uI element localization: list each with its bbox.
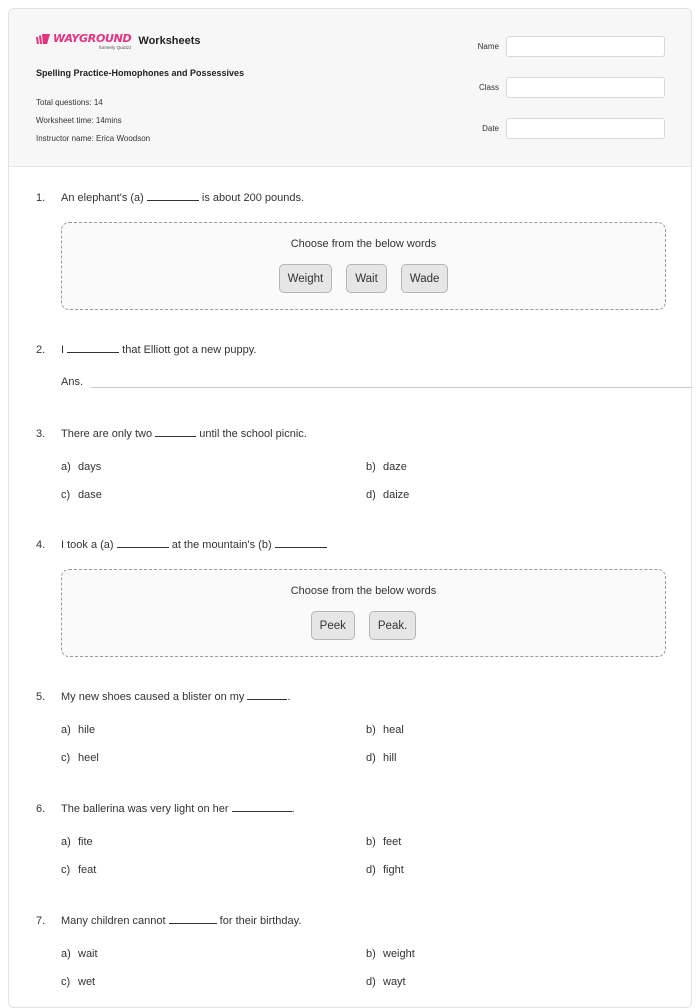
name-label: Name bbox=[477, 41, 499, 51]
option-b[interactable]: b) heal bbox=[366, 724, 404, 736]
answer-line[interactable] bbox=[91, 377, 691, 388]
question-text-pre: An elephant's (a) bbox=[61, 192, 147, 204]
word-bank-4 bbox=[61, 569, 666, 657]
class-field-row bbox=[473, 76, 665, 98]
option-a[interactable]: a) wait bbox=[61, 948, 98, 960]
blank bbox=[155, 427, 196, 437]
name-input[interactable] bbox=[506, 36, 665, 57]
blank bbox=[232, 802, 292, 812]
question-number: 1. bbox=[36, 192, 46, 204]
question-6 bbox=[36, 802, 295, 815]
question-text-pre: Many children cannot bbox=[61, 915, 169, 927]
word-chip-weight[interactable]: Weight bbox=[279, 264, 333, 293]
option-a[interactable]: a) hile bbox=[61, 724, 96, 736]
question-text-mid: at the mountain's (b) bbox=[168, 539, 275, 551]
worksheet-time: Worksheet time: 14mins bbox=[36, 116, 122, 125]
question-number: 6. bbox=[36, 803, 46, 815]
wayground-logo bbox=[36, 33, 131, 51]
question-text-pre: There are only two bbox=[61, 428, 156, 440]
option-a[interactable]: a) fite bbox=[61, 836, 93, 848]
brand-title: Worksheets bbox=[138, 35, 201, 47]
question-text-post: is about 200 pounds. bbox=[198, 192, 305, 204]
date-field-row bbox=[473, 117, 665, 139]
word-bank-label: Choose from the below words bbox=[290, 585, 437, 597]
question-text-post: until the school picnic. bbox=[196, 428, 307, 440]
blank bbox=[147, 191, 199, 201]
question-7 bbox=[36, 914, 301, 927]
question-text-post: that Elliott got a new puppy. bbox=[119, 344, 257, 356]
question-text-pre: I bbox=[61, 344, 68, 356]
question-3 bbox=[36, 427, 307, 440]
worksheet-header bbox=[9, 9, 691, 167]
option-b[interactable]: b) daze bbox=[366, 461, 407, 473]
option-c[interactable]: c) heel bbox=[61, 752, 99, 764]
word-chip-wade[interactable]: Wade bbox=[401, 264, 449, 293]
question-number: 4. bbox=[36, 539, 46, 551]
question-text-post: for their birthday. bbox=[216, 915, 302, 927]
option-c[interactable]: c) feat bbox=[61, 864, 97, 876]
word-chip-peek[interactable]: Peek bbox=[311, 611, 355, 640]
word-chip-peak[interactable]: Peak. bbox=[369, 611, 416, 640]
total-questions: Total questions: 14 bbox=[36, 98, 103, 107]
option-d[interactable]: d) fight bbox=[366, 864, 404, 876]
option-d[interactable]: d) hill bbox=[366, 752, 397, 764]
blank bbox=[67, 343, 119, 353]
date-label: Date bbox=[482, 123, 499, 133]
class-input[interactable] bbox=[506, 77, 665, 98]
option-b[interactable]: b) feet bbox=[366, 836, 402, 848]
blank bbox=[169, 914, 217, 924]
option-c[interactable]: c) wet bbox=[61, 976, 96, 988]
question-text-post: . bbox=[287, 691, 291, 703]
blank-b bbox=[275, 538, 327, 548]
student-fields bbox=[473, 35, 665, 158]
worksheet-page bbox=[8, 8, 692, 1008]
question-number: 5. bbox=[36, 691, 46, 703]
option-d[interactable]: d) daize bbox=[366, 489, 410, 501]
question-number: 2. bbox=[36, 344, 46, 356]
option-a[interactable]: a) days bbox=[61, 461, 102, 473]
brand bbox=[36, 33, 201, 51]
word-bank-1 bbox=[61, 222, 666, 310]
option-d[interactable]: d) wayt bbox=[366, 976, 406, 988]
word-chip-wait[interactable]: Wait bbox=[346, 264, 387, 293]
word-bank-label: Choose from the below words bbox=[290, 238, 437, 250]
worksheet-title: Spelling Practice-Homophones and Possessives bbox=[36, 68, 245, 78]
question-number: 3. bbox=[36, 428, 46, 440]
date-input[interactable] bbox=[506, 118, 665, 139]
logo-text: WAYGROUND bbox=[53, 32, 132, 45]
question-text-pre: My new shoes caused a blister on my bbox=[61, 691, 248, 703]
name-field-row bbox=[473, 35, 665, 57]
class-label: Class bbox=[478, 82, 499, 92]
question-4 bbox=[36, 538, 327, 551]
blank bbox=[247, 690, 287, 700]
question-2 bbox=[36, 343, 257, 356]
question-text-post: . bbox=[291, 803, 295, 815]
question-1 bbox=[36, 191, 304, 204]
option-c[interactable]: c) dase bbox=[61, 489, 102, 501]
option-b[interactable]: b) weight bbox=[366, 948, 415, 960]
wayground-mark-icon bbox=[36, 34, 50, 44]
logo-subtext: formerly Quizizz bbox=[99, 45, 132, 50]
answer-row-2 bbox=[61, 376, 691, 388]
answer-label: Ans. bbox=[61, 376, 84, 388]
instructor-name: Instructor name: Erica Woodson bbox=[36, 134, 151, 143]
question-number: 7. bbox=[36, 915, 46, 927]
question-text-pre: The ballerina was very light on her bbox=[61, 803, 232, 815]
question-5 bbox=[36, 690, 291, 703]
blank-a bbox=[117, 538, 169, 548]
question-text-pre: I took a (a) bbox=[61, 539, 117, 551]
